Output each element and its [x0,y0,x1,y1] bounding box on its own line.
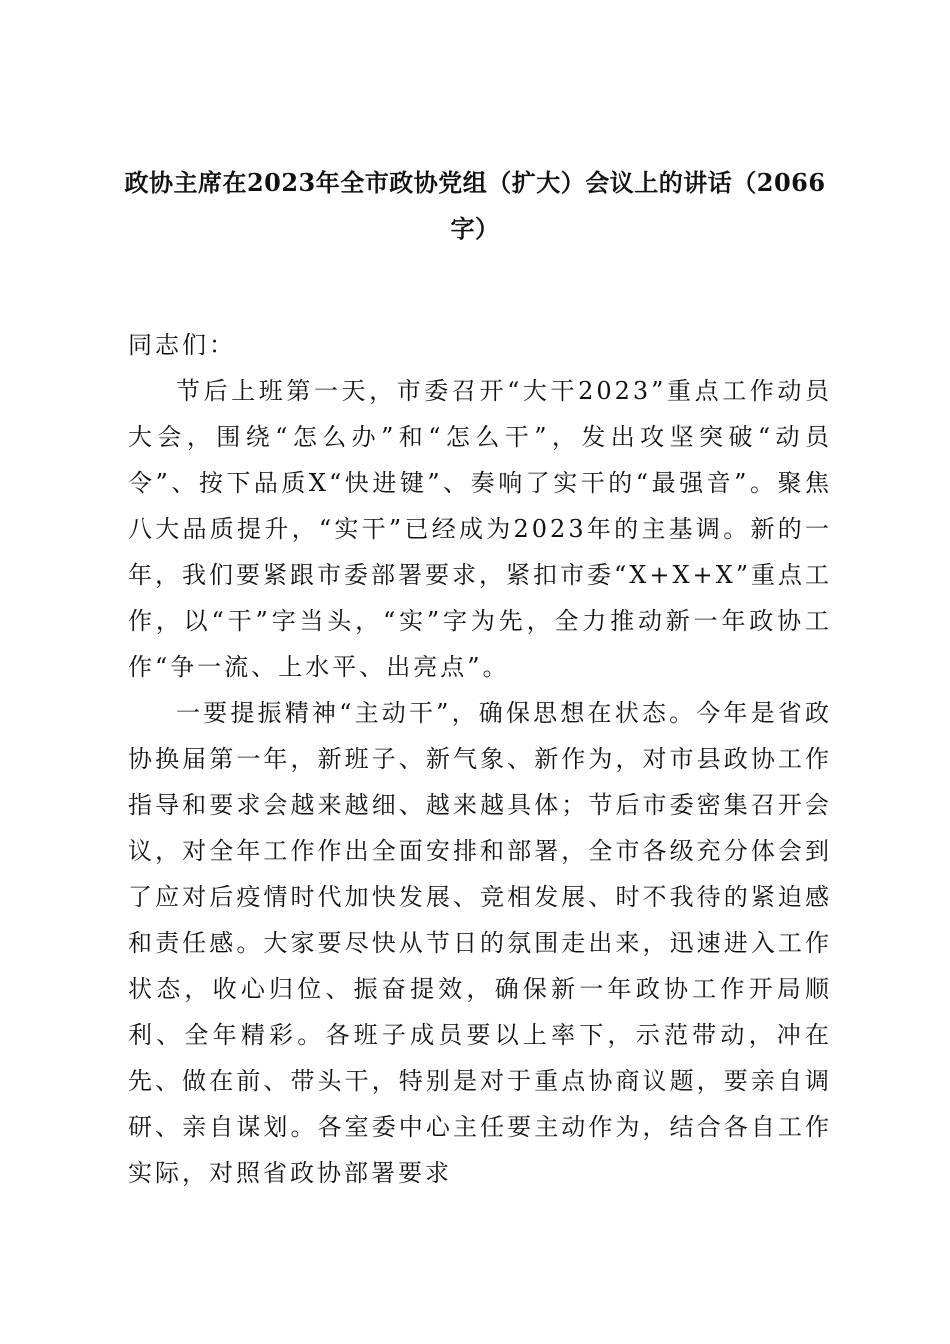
paragraph-intro: 节后上班第一天，市委召开“大干2023”重点工作动员大会，围绕“怎么办”和“怎么干”，发出攻坚突破“动员令”、按下品质X“快进键”、奏响了实干的“最强音”。聚焦八大品质提升，“实干”已经成为2023年的主基调。新的一年，我们要紧跟市委部署要求，紧扣市委“X+X+X”重点工作，以“干”字当头，“实”字为先，全力推动新一年政协工作“争一流、上水平、出亮点”。 [128,377,833,681]
document-body [128,322,832,1196]
document-title: 政协主席在2023年全市政协党组（扩大）会议上的讲话（2066字） [124,168,826,243]
paragraph-point-one: 一要提振精神“主动干”，确保思想在状态。今年是省政协换届第一年，新班子、新气象、新作为，对市县政协工作指导和要求会越来越细、越来越具体；节后市委密集召开会议，对全年工作作出全面安排和部署，全市各级充分体会到了应对后疫情时代加快发展、竞相发展、时不我待的紧迫感和责任感。大家要尽快从节日的氛围走出来，迅速进入工作状态，收心归位、振奋提效，确保新一年政协工作开局顺利、全年精彩。各班子成员要以上率下，示范带动，冲在先、做在前、带头干，特别是对于重点协商议题，要亲自调研、亲自谋划。各室委中心主任要主动作为，结合各自工作实际，对照省政协部署要求 [128,699,832,1187]
salutation: 同志们： [128,331,236,359]
